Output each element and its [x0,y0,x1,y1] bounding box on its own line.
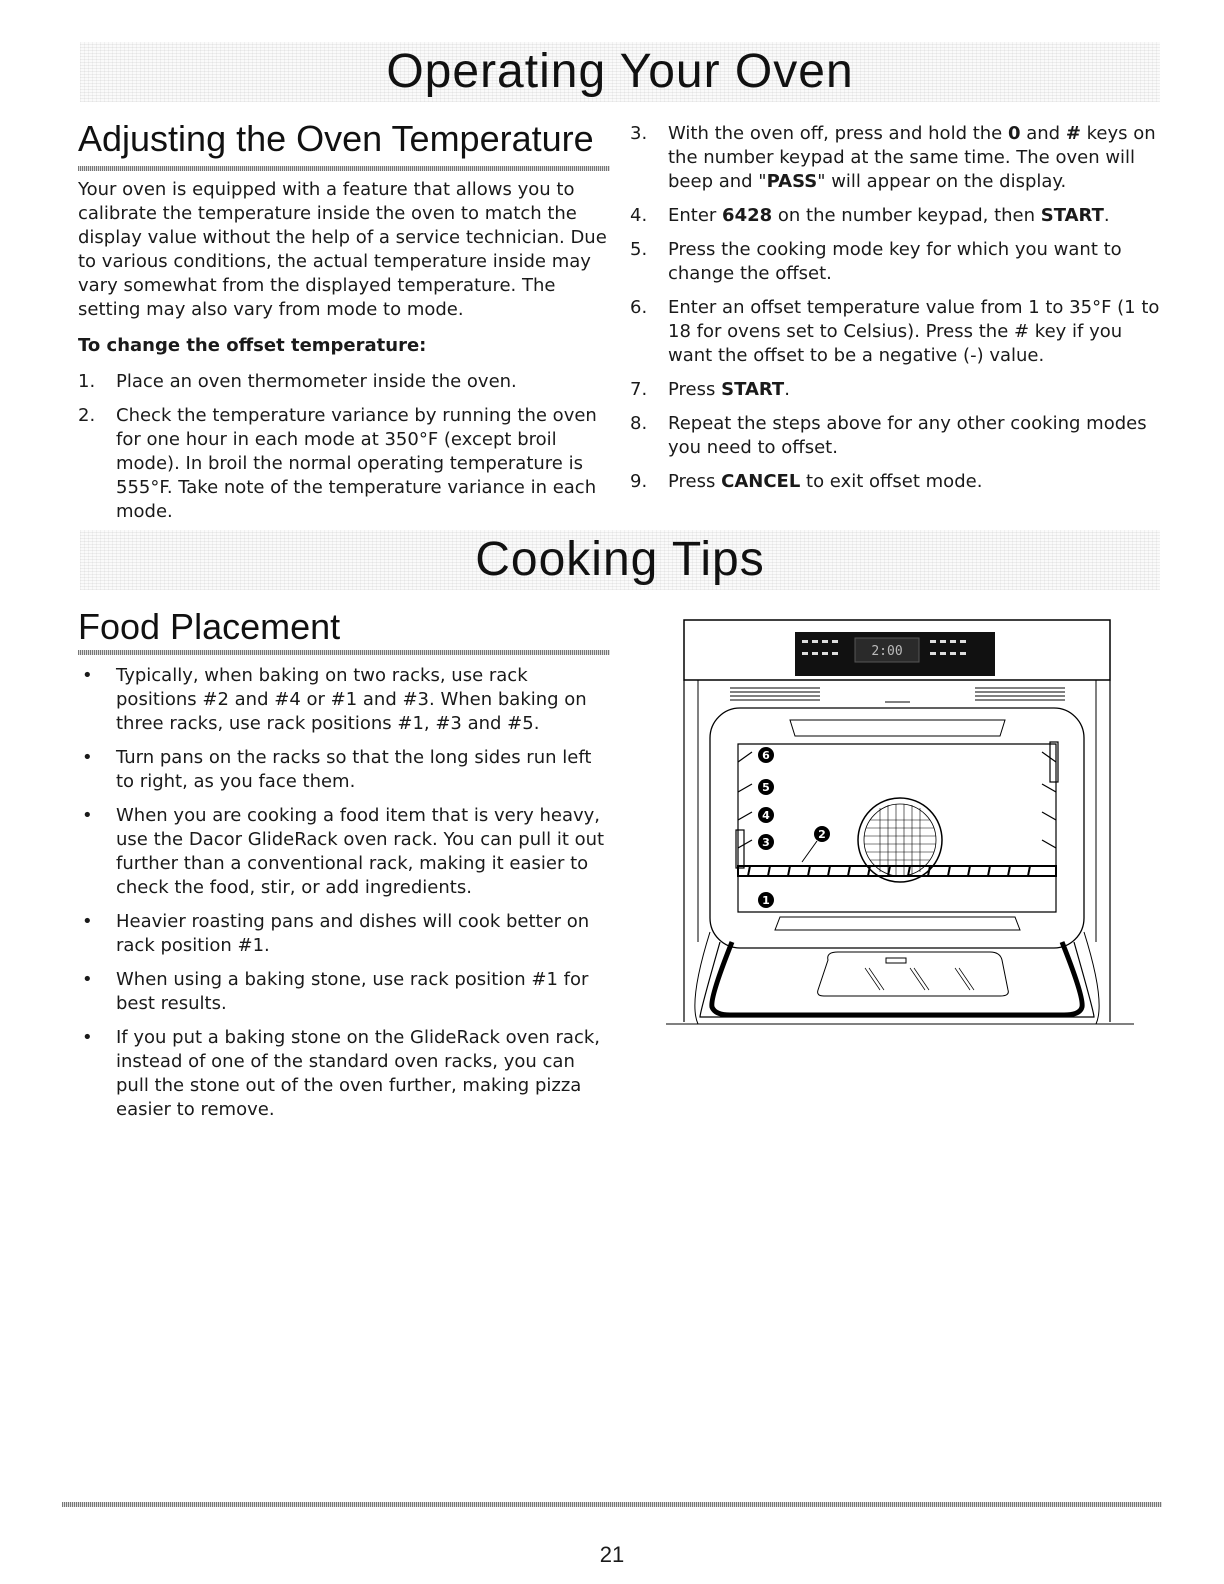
adjust-right-column [630,122,1160,504]
step-number: 5. [630,239,648,260]
step-text: Press the cooking mode key for which you want to change the offset. [668,239,1122,284]
adjust-intro: Your oven is equipped with a feature that allows you to calibrate the temperature inside the oven to match the display value without the help of a service technician. Due to various conditions, the actual temperature inside may vary somewhat from the displayed temperature. The setting may also vary from mode to mode. [78,179,607,320]
step-item [78,404,608,524]
step-item [630,470,1160,494]
offset-subhead: To change the offset temperature: [78,335,427,356]
banner-operating-your-oven [80,42,1160,102]
step-text: Press START. [668,379,790,400]
rack-label-1: 1 [762,894,770,907]
banner-title: Operating Your Oven [386,45,854,98]
banner-title: Cooking Tips [475,533,765,586]
display-readout: 2:00 [871,644,903,659]
rack-label-3: 3 [762,836,770,849]
rack-label-5: 5 [762,781,770,794]
list-item: • Typically, when baking on two racks, use rack positions #2 and #4 or #1 and #3. When baking on three racks, use rack positions #1, #3 and #5. [82,665,587,734]
bullet-icon: • [82,969,93,990]
oven-illustration [640,612,1160,1032]
step-text: With the oven off, press and hold the 0 and # keys on the number keypad at the same time. The oven will beep and "PASS" will appear on the display. [668,123,1156,192]
door-window [818,952,1009,996]
food-column [78,664,608,1132]
step-item [630,204,1160,228]
banner-cooking-tips [80,530,1160,590]
step-number: 1. [78,371,96,392]
list-item: • If you put a baking stone on the GlideRack oven rack, instead of one of the standard oven racks, you can pull the stone out of the oven further, making pizza easier to remove. [82,1027,600,1120]
step-text: Enter 6428 on the number keypad, then START. [668,205,1110,226]
list-item: • Heavier roasting pans and dishes will cook better on rack position #1. [82,911,590,956]
section-rule [78,650,610,655]
rack-position-markers [758,747,830,908]
step-item [630,238,1160,286]
step-item [630,296,1160,368]
section-title-adjusting: Adjusting the Oven Temperature [78,118,594,159]
footer-rule [62,1502,1162,1507]
food-bullets [78,664,608,1122]
rack-label-4: 4 [762,809,770,822]
step-number: 8. [630,413,648,434]
bullet-icon: • [82,747,93,768]
rack-label-6: 6 [762,749,770,762]
step-number: 4. [630,205,648,226]
step-item [630,412,1160,460]
section-rule [78,166,610,171]
step-text: Check the temperature variance by running the oven for one hour in each mode at 350°F (except broil mode). In broil the normal operating temperature is 555°F. Take note of the temperature variance in each mode. [116,405,597,522]
step-text: Place an oven thermometer inside the oven. [116,371,517,392]
step-text: Repeat the steps above for any other cooking modes you need to offset. [668,413,1147,458]
step-number: 9. [630,471,648,492]
bullet-icon: • [82,911,93,932]
list-item: • When using a baking stone, use rack position #1 for best results. [82,969,589,1014]
step-number: 2. [78,405,96,426]
steps-list-left [78,370,608,524]
step-text: Enter an offset temperature value from 1 to 35°F (1 to 18 for ovens set to Celsius). Press the # key if you want the offset to be a negative (-) value. [668,297,1160,366]
step-item [630,378,1160,402]
adjust-left-column [78,178,608,534]
step-number: 7. [630,379,648,400]
steps-list-right [630,122,1160,494]
step-number: 3. [630,123,648,144]
step-text: Press CANCEL to exit offset mode. [668,471,983,492]
bullet-icon: • [82,665,93,686]
step-number: 6. [630,297,648,318]
bullet-icon: • [82,805,93,826]
step-item [630,122,1160,194]
list-item: • When you are cooking a food item that is very heavy, use the Dacor GlideRack oven rack. You can pull it out further than a conventional rack, making it easier to check the food, stir, or add ingredients. [82,805,605,898]
list-item: • Turn pans on the racks so that the long sides run left to right, as you face them. [82,747,592,792]
rack-label-2: 2 [818,828,826,841]
bullet-icon: • [82,1027,93,1048]
door-gasket [712,942,1082,1015]
step-item [78,370,608,394]
page-number: 21 [599,1542,625,1567]
section-title-food-placement: Food Placement [78,606,341,647]
